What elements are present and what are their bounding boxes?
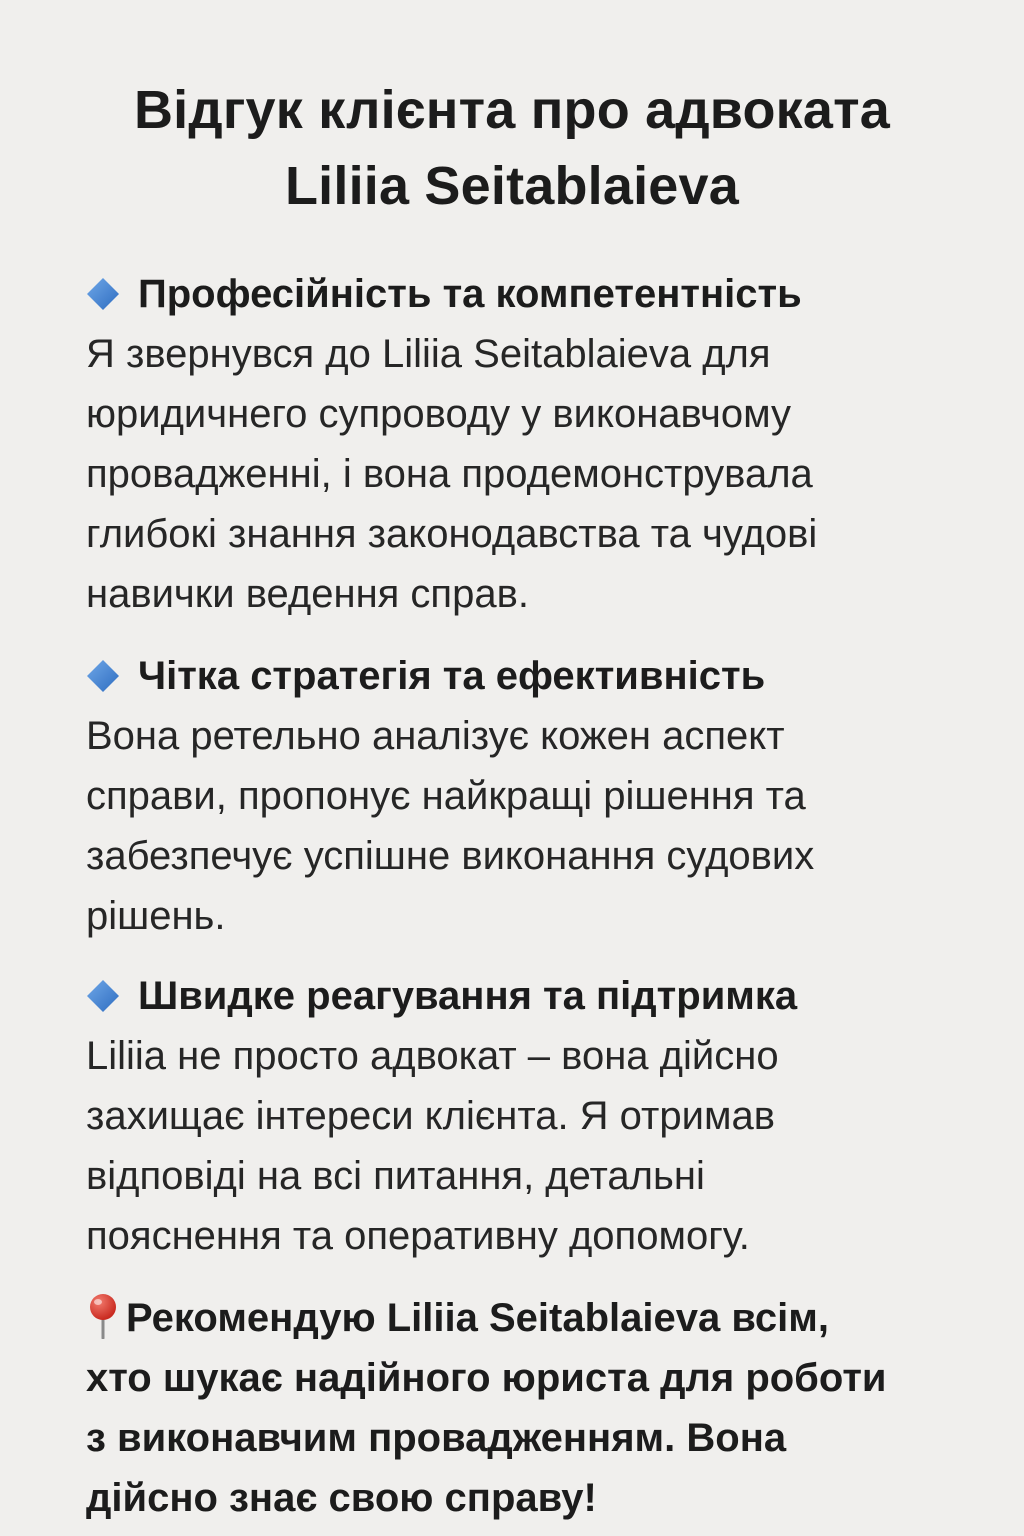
body-line: захищає інтереси клієнта. Я отримав <box>86 1094 775 1138</box>
blue-diamond-icon <box>86 659 120 693</box>
section-heading-text: Чітка стратегія та ефективність <box>138 654 766 698</box>
section-body <box>86 706 966 946</box>
body-line: навички ведення справ. <box>86 572 529 616</box>
body-line: Вона ретельно аналізує кожен аспект <box>86 714 785 758</box>
page-title-line-2: Liliia Seitablaieva <box>284 156 740 216</box>
body-line: провадженні, і вона продемонструвала <box>86 452 813 496</box>
recommendation-line: з виконавчим провадженням. Вона <box>86 1416 787 1460</box>
blue-diamond-icon <box>86 979 120 1013</box>
blue-diamond-icon <box>86 277 120 311</box>
page-title-line-1: Відгук клієнта про адвоката <box>133 80 891 140</box>
section-strategy <box>86 646 966 946</box>
body-line: справи, пропонує найкращі рішення та <box>86 774 806 818</box>
body-line: Я звернувся до Liliia Seitablaieva для <box>86 332 771 376</box>
section-professionalism <box>86 264 966 624</box>
body-line: Liliia не просто адвокат – вона дійсно <box>86 1034 779 1078</box>
section-heading <box>86 646 966 706</box>
round-pushpin-icon <box>86 1293 120 1339</box>
page-title <box>0 72 1024 224</box>
recommendation-text: Рекомендую Liliia Seitablaieva всім, <box>126 1296 829 1340</box>
recommendation <box>86 1288 986 1528</box>
body-line: юридичнего супроводу у виконавчому <box>86 392 792 436</box>
body-line: глибокі знання законодавства та чудові <box>86 512 818 556</box>
recommendation-line: хто шукає надійного юриста для роботи <box>86 1356 887 1400</box>
section-support <box>86 966 966 1266</box>
section-heading <box>86 966 966 1026</box>
recommendation-line: дійсно знає свою справу! <box>86 1476 597 1520</box>
section-body <box>86 1026 966 1266</box>
section-body <box>86 324 966 624</box>
section-heading-text: Професійність та компетентність <box>138 272 802 316</box>
section-heading-text: Швидке реагування та підтримка <box>138 974 798 1018</box>
recommendation-line <box>86 1288 986 1348</box>
section-heading <box>86 264 966 324</box>
body-line: забезпечує успішне виконання судових <box>86 834 815 878</box>
body-line: відповіді на всі питання, детальні <box>86 1154 705 1198</box>
body-line: рішень. <box>86 894 226 938</box>
body-line: пояснення та оперативну допомогу. <box>86 1214 750 1258</box>
